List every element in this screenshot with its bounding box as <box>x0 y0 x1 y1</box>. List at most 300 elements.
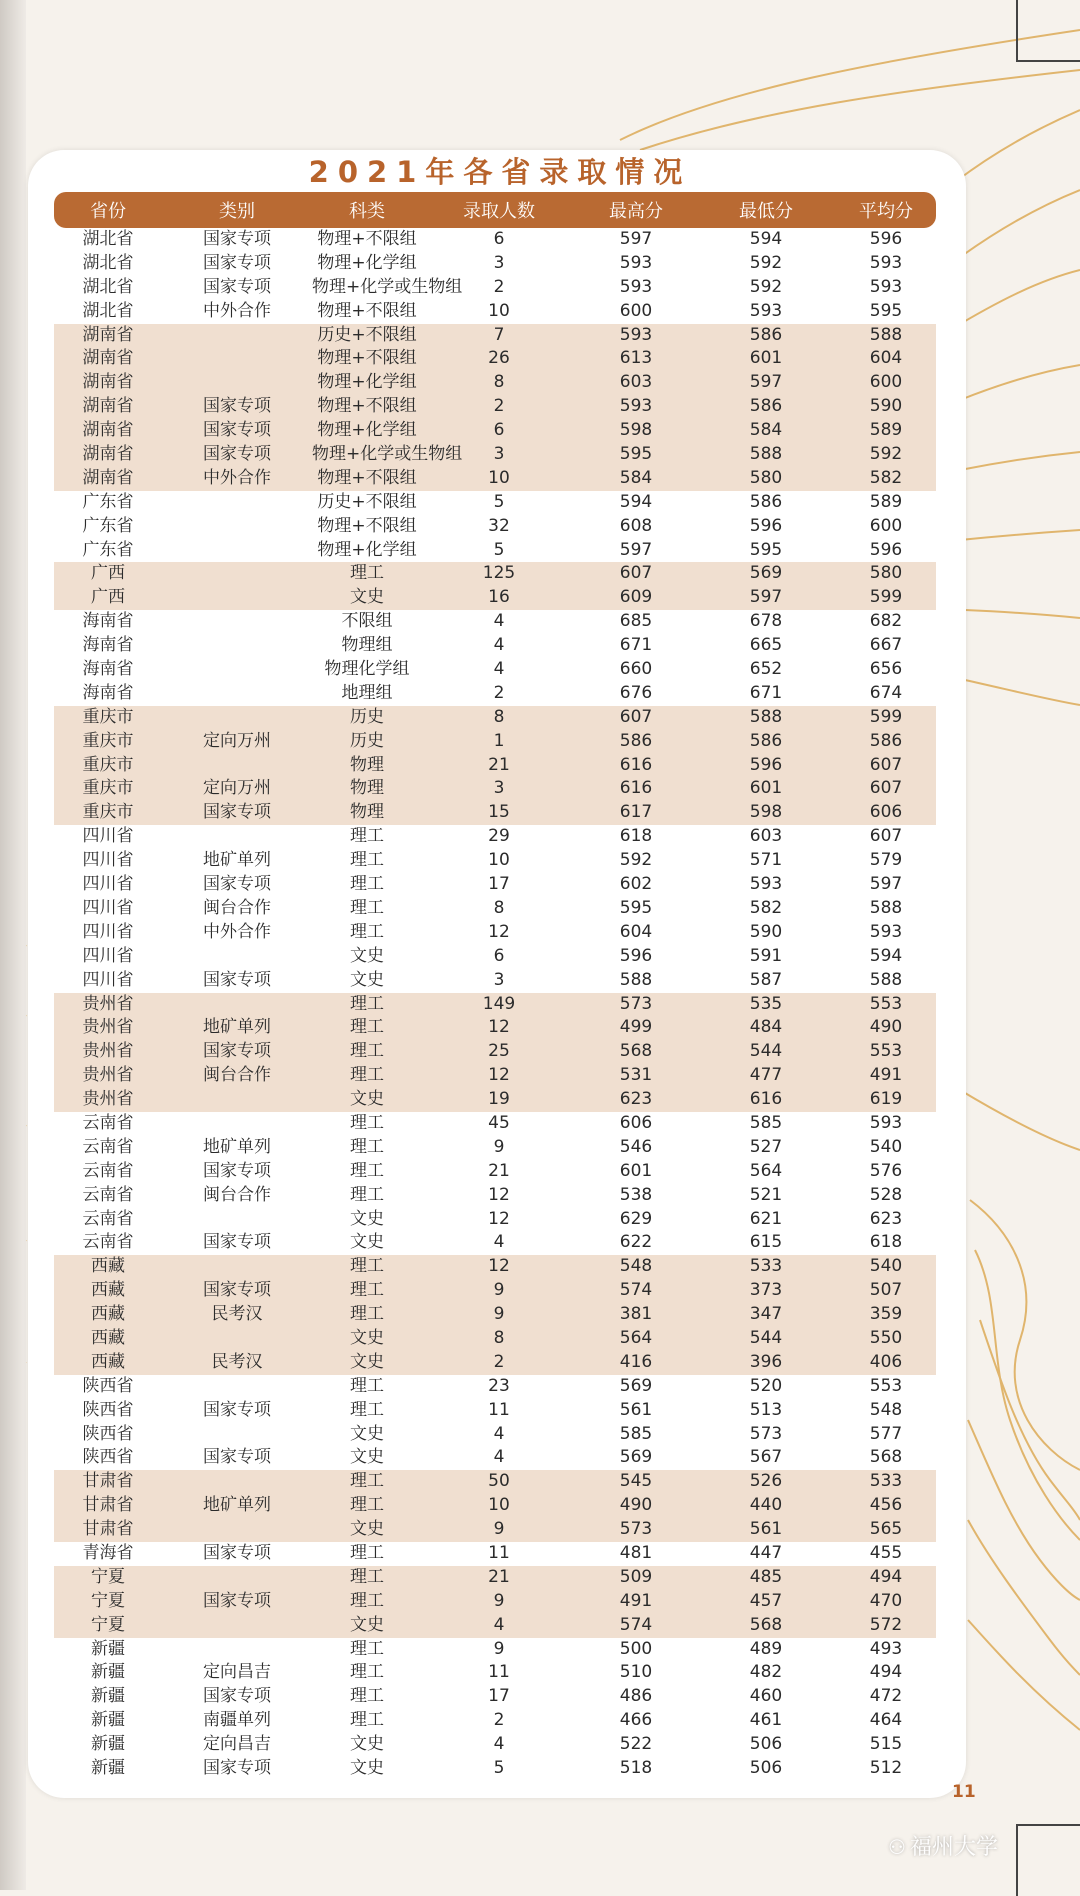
cell-category <box>162 993 312 1017</box>
cell-subject: 物理+化学组 <box>317 420 417 441</box>
cell-admitted-count: 45 <box>488 1112 510 1133</box>
cell-max-score: 522 <box>619 1734 653 1755</box>
cell-max-score: 603 <box>619 372 653 393</box>
cell-province: 海南省 <box>82 635 134 656</box>
cell-province: 宁夏 <box>91 1590 125 1611</box>
cell-avg-score: 540 <box>869 1136 903 1157</box>
cell-category <box>162 586 312 610</box>
cell-avg-score: 553 <box>869 1375 903 1396</box>
cell-avg-score: 472 <box>869 1686 903 1707</box>
cell-admitted-count: 12 <box>488 921 510 942</box>
table-row <box>54 730 936 754</box>
cell-subject: 理工 <box>350 850 384 871</box>
cell-category <box>162 610 312 634</box>
cell-max-score: 598 <box>619 420 653 441</box>
cell-province: 西藏 <box>91 1327 125 1348</box>
cell-subject: 物理+不限组 <box>317 348 417 369</box>
cell-subject: 物理 <box>350 802 384 823</box>
cell-subject: 理工 <box>350 1710 384 1731</box>
cell-max-score: 618 <box>619 826 653 847</box>
cell-avg-score: 623 <box>869 1208 903 1229</box>
cell-province: 湖北省 <box>82 276 134 297</box>
cell-max-score: 597 <box>619 539 653 560</box>
cell-category: 国家专项 <box>203 1399 271 1420</box>
cell-subject: 物理+化学或生物组 <box>312 444 463 465</box>
cell-avg-score: 470 <box>869 1590 903 1611</box>
cell-category <box>162 658 312 682</box>
cell-max-score: 416 <box>619 1351 653 1372</box>
cell-subject: 历史 <box>350 730 384 751</box>
cell-admitted-count: 149 <box>482 993 516 1014</box>
cell-min-score: 621 <box>749 1208 783 1229</box>
table-row <box>54 706 936 730</box>
cell-subject: 物理组 <box>341 635 393 656</box>
cell-admitted-count: 10 <box>488 1495 510 1516</box>
cell-min-score: 477 <box>749 1065 783 1086</box>
cell-max-score: 381 <box>619 1304 653 1325</box>
cell-subject: 理工 <box>350 1017 384 1038</box>
cell-category: 定向昌吉 <box>203 1662 271 1683</box>
cell-province: 广东省 <box>82 491 134 512</box>
cell-subject: 理工 <box>350 1566 384 1587</box>
cell-category <box>162 1375 312 1399</box>
cell-max-score: 584 <box>619 467 653 488</box>
cell-category: 闽台合作 <box>203 1184 271 1205</box>
cell-subject: 物理+不限组 <box>317 515 417 536</box>
cell-subject: 不限组 <box>341 611 393 632</box>
cell-category: 国家专项 <box>203 420 271 441</box>
cell-province: 湖南省 <box>82 420 134 441</box>
cell-province: 重庆市 <box>82 778 134 799</box>
cell-province: 贵州省 <box>82 1065 134 1086</box>
cell-avg-score: 607 <box>869 778 903 799</box>
cell-admitted-count: 7 <box>493 324 505 345</box>
cell-admitted-count: 4 <box>493 1423 505 1444</box>
cell-avg-score: 594 <box>869 945 903 966</box>
cell-province: 新疆 <box>91 1638 125 1659</box>
cell-max-score: 586 <box>619 730 653 751</box>
cell-max-score: 685 <box>619 611 653 632</box>
cell-category <box>162 347 312 371</box>
cell-admitted-count: 10 <box>488 850 510 871</box>
cell-admitted-count: 26 <box>488 348 510 369</box>
cell-subject: 理工 <box>350 1256 384 1277</box>
cell-max-score: 608 <box>619 515 653 536</box>
cell-max-score: 617 <box>619 802 653 823</box>
cell-province: 新疆 <box>91 1662 125 1683</box>
cell-avg-score: 606 <box>869 802 903 823</box>
cell-admitted-count: 12 <box>488 1065 510 1086</box>
cell-province: 新疆 <box>91 1734 125 1755</box>
cell-admitted-count: 8 <box>493 372 505 393</box>
cell-subject: 物理+不限组 <box>317 467 417 488</box>
cell-province: 湖南省 <box>82 444 134 465</box>
cell-max-score: 660 <box>619 659 653 680</box>
cell-max-score: 594 <box>619 491 653 512</box>
table-row <box>54 539 936 563</box>
cell-admitted-count: 6 <box>493 420 505 441</box>
cell-min-score: 597 <box>749 587 783 608</box>
cell-category: 中外合作 <box>203 300 271 321</box>
table-row <box>54 1231 936 1255</box>
table-row <box>54 1470 936 1494</box>
table-row <box>54 1757 936 1781</box>
cell-avg-score: 568 <box>869 1447 903 1468</box>
table-row <box>54 801 936 825</box>
cell-province: 湖南省 <box>82 324 134 345</box>
cell-min-score: 587 <box>749 969 783 990</box>
cell-category: 国家专项 <box>203 1542 271 1563</box>
table-row <box>54 610 936 634</box>
cell-province: 新疆 <box>91 1686 125 1707</box>
cell-min-score: 573 <box>749 1423 783 1444</box>
cell-min-score: 569 <box>749 563 783 584</box>
cell-avg-score: 406 <box>869 1351 903 1372</box>
cell-min-score: 568 <box>749 1614 783 1635</box>
cell-category <box>162 1088 312 1112</box>
cell-max-score: 613 <box>619 348 653 369</box>
cell-min-score: 447 <box>749 1542 783 1563</box>
cell-category: 国家专项 <box>203 1686 271 1707</box>
cell-min-score: 485 <box>749 1566 783 1587</box>
cell-subject: 文史 <box>350 1232 384 1253</box>
cell-max-score: 490 <box>619 1495 653 1516</box>
cell-category <box>162 1327 312 1351</box>
cell-province: 重庆市 <box>82 754 134 775</box>
table-row <box>54 1327 936 1351</box>
cell-avg-score: 600 <box>869 515 903 536</box>
cell-min-score: 461 <box>749 1710 783 1731</box>
table-row <box>54 228 936 252</box>
cell-max-score: 481 <box>619 1542 653 1563</box>
table-row <box>54 1566 936 1590</box>
cell-max-score: 500 <box>619 1638 653 1659</box>
cell-avg-score: 455 <box>869 1542 903 1563</box>
cell-admitted-count: 2 <box>493 396 505 417</box>
cell-min-score: 616 <box>749 1089 783 1110</box>
cell-province: 四川省 <box>82 897 134 918</box>
cell-admitted-count: 5 <box>493 539 505 560</box>
cell-min-score: 601 <box>749 348 783 369</box>
table-row <box>54 1638 936 1662</box>
cell-province: 四川省 <box>82 874 134 895</box>
cell-max-score: 568 <box>619 1041 653 1062</box>
cell-subject: 理工 <box>350 1304 384 1325</box>
cell-subject: 文史 <box>350 1519 384 1540</box>
cell-min-score: 593 <box>749 874 783 895</box>
cell-province: 四川省 <box>82 850 134 871</box>
cell-min-score: 590 <box>749 921 783 942</box>
cell-category: 国家专项 <box>203 229 271 249</box>
cell-admitted-count: 8 <box>493 1327 505 1348</box>
cell-min-score: 544 <box>749 1041 783 1062</box>
table-row <box>54 1160 936 1184</box>
cell-max-score: 616 <box>619 778 653 799</box>
cell-min-score: 601 <box>749 778 783 799</box>
cell-admitted-count: 9 <box>493 1136 505 1157</box>
cell-avg-score: 588 <box>869 897 903 918</box>
table-row <box>54 252 936 276</box>
table-row <box>54 897 936 921</box>
cell-admitted-count: 12 <box>488 1184 510 1205</box>
cell-avg-score: 586 <box>869 730 903 751</box>
cell-min-score: 535 <box>749 993 783 1014</box>
cell-admitted-count: 4 <box>493 1614 505 1635</box>
cell-avg-score: 682 <box>869 611 903 632</box>
cell-admitted-count: 10 <box>488 467 510 488</box>
cell-category: 地矿单列 <box>203 1495 271 1516</box>
cell-category: 定向万州 <box>203 730 271 751</box>
cell-subject: 文史 <box>350 1327 384 1348</box>
cell-min-score: 596 <box>749 754 783 775</box>
cell-max-score: 595 <box>619 897 653 918</box>
cell-admitted-count: 4 <box>493 1232 505 1253</box>
header-admitted-count: 录取人数 <box>463 201 535 222</box>
cell-category <box>162 754 312 778</box>
cell-avg-score: 490 <box>869 1017 903 1038</box>
cell-max-score: 593 <box>619 252 653 273</box>
cell-avg-score: 599 <box>869 587 903 608</box>
cell-avg-score: 596 <box>869 539 903 560</box>
cell-avg-score: 548 <box>869 1399 903 1420</box>
cell-min-score: 526 <box>749 1471 783 1492</box>
table-row <box>54 1303 936 1327</box>
cell-subject: 理工 <box>350 921 384 942</box>
cell-admitted-count: 4 <box>493 1734 505 1755</box>
header-province: 省份 <box>90 201 126 222</box>
cell-province: 青海省 <box>82 1542 134 1563</box>
cell-subject: 文史 <box>350 1758 384 1778</box>
cell-avg-score: 596 <box>869 229 903 249</box>
cell-max-score: 518 <box>619 1758 653 1778</box>
cell-min-score: 671 <box>749 682 783 703</box>
cell-province: 海南省 <box>82 682 134 703</box>
cell-admitted-count: 9 <box>493 1304 505 1325</box>
table-row <box>54 276 936 300</box>
cell-admitted-count: 10 <box>488 300 510 321</box>
table-row <box>54 419 936 443</box>
cell-max-score: 538 <box>619 1184 653 1205</box>
cell-subject: 历史+不限组 <box>317 324 417 345</box>
table-row <box>54 324 936 348</box>
table-row <box>54 1255 936 1279</box>
cell-min-score: 582 <box>749 897 783 918</box>
table-row <box>54 1446 936 1470</box>
cell-subject: 文史 <box>350 1208 384 1229</box>
cell-subject: 文史 <box>350 1614 384 1635</box>
cell-subject: 理工 <box>350 1542 384 1563</box>
table-row <box>54 1136 936 1160</box>
cell-subject: 文史 <box>350 1423 384 1444</box>
cell-category <box>162 515 312 539</box>
cell-avg-score: 589 <box>869 420 903 441</box>
table-row <box>54 1685 936 1709</box>
cell-min-score: 598 <box>749 802 783 823</box>
cell-admitted-count: 125 <box>482 563 516 584</box>
cell-min-score: 588 <box>749 444 783 465</box>
cell-max-score: 510 <box>619 1662 653 1683</box>
table-row <box>54 1614 936 1638</box>
cell-admitted-count: 9 <box>493 1590 505 1611</box>
cell-province: 湖北省 <box>82 300 134 321</box>
table-body <box>54 228 936 1781</box>
cell-admitted-count: 2 <box>493 276 505 297</box>
cell-max-score: 607 <box>619 706 653 727</box>
cell-max-score: 585 <box>619 1423 653 1444</box>
cell-max-score: 564 <box>619 1327 653 1348</box>
table-row <box>54 1733 936 1757</box>
cell-province: 云南省 <box>82 1208 134 1229</box>
table-row <box>54 515 936 539</box>
table-header-row <box>54 192 936 228</box>
cell-min-score: 513 <box>749 1399 783 1420</box>
table-row <box>54 1494 936 1518</box>
cell-admitted-count: 2 <box>493 682 505 703</box>
cell-category: 中外合作 <box>203 921 271 942</box>
cell-province: 四川省 <box>82 826 134 847</box>
cell-avg-score: 512 <box>869 1758 903 1778</box>
cell-subject: 理工 <box>350 1160 384 1181</box>
cell-max-score: 561 <box>619 1399 653 1420</box>
cell-avg-score: 590 <box>869 396 903 417</box>
cell-max-score: 676 <box>619 682 653 703</box>
cell-avg-score: 656 <box>869 659 903 680</box>
cell-province: 广东省 <box>82 515 134 536</box>
cell-subject: 物理+化学组 <box>317 252 417 273</box>
cell-admitted-count: 9 <box>493 1519 505 1540</box>
cell-admitted-count: 4 <box>493 1447 505 1468</box>
cell-subject: 物理+化学组 <box>317 372 417 393</box>
cell-subject: 理工 <box>350 826 384 847</box>
cell-admitted-count: 19 <box>488 1089 510 1110</box>
cell-province: 重庆市 <box>82 706 134 727</box>
admission-table <box>54 192 936 1781</box>
table-row <box>54 1208 936 1232</box>
cell-subject: 文史 <box>350 1351 384 1372</box>
cell-province: 云南省 <box>82 1184 134 1205</box>
cell-avg-score: 589 <box>869 491 903 512</box>
cell-admitted-count: 8 <box>493 706 505 727</box>
cell-admitted-count: 8 <box>493 897 505 918</box>
cell-province: 广西 <box>91 587 125 608</box>
cell-admitted-count: 12 <box>488 1017 510 1038</box>
cell-category: 南疆单列 <box>203 1710 271 1731</box>
cell-avg-score: 582 <box>869 467 903 488</box>
cell-subject: 理工 <box>350 1495 384 1516</box>
cell-min-score: 460 <box>749 1686 783 1707</box>
cell-min-score: 603 <box>749 826 783 847</box>
cell-category: 地矿单列 <box>203 850 271 871</box>
cell-category: 定向万州 <box>203 778 271 799</box>
page-number: 11 <box>952 1782 976 1802</box>
cell-min-score: 594 <box>749 229 783 249</box>
cell-admitted-count: 11 <box>488 1542 510 1563</box>
cell-subject: 理工 <box>350 1638 384 1659</box>
cell-min-score: 586 <box>749 324 783 345</box>
cell-province: 甘肃省 <box>82 1471 134 1492</box>
cell-min-score: 665 <box>749 635 783 656</box>
cell-max-score: 596 <box>619 945 653 966</box>
cell-min-score: 457 <box>749 1590 783 1611</box>
cell-max-score: 629 <box>619 1208 653 1229</box>
cell-province: 新疆 <box>91 1758 125 1778</box>
cell-category: 国家专项 <box>203 444 271 465</box>
cell-min-score: 506 <box>749 1734 783 1755</box>
cell-province: 西藏 <box>91 1256 125 1277</box>
cell-province: 湖南省 <box>82 372 134 393</box>
cell-subject: 理工 <box>350 897 384 918</box>
cell-province: 西藏 <box>91 1280 125 1301</box>
cell-max-score: 671 <box>619 635 653 656</box>
cell-max-score: 606 <box>619 1112 653 1133</box>
cell-subject: 理工 <box>350 1590 384 1611</box>
cell-avg-score: 494 <box>869 1662 903 1683</box>
table-row <box>54 443 936 467</box>
table-row <box>54 777 936 801</box>
cell-province: 贵州省 <box>82 1041 134 1062</box>
cell-min-score: 561 <box>749 1519 783 1540</box>
cell-category: 民考汉 <box>211 1351 263 1372</box>
cell-category <box>162 1255 312 1279</box>
table-row <box>54 586 936 610</box>
cell-min-score: 596 <box>749 515 783 536</box>
cell-category: 国家专项 <box>203 1041 271 1062</box>
cell-min-score: 571 <box>749 850 783 871</box>
cell-province: 甘肃省 <box>82 1495 134 1516</box>
table-row <box>54 1590 936 1614</box>
cell-province: 海南省 <box>82 611 134 632</box>
watermark <box>888 1830 998 1861</box>
cell-min-score: 595 <box>749 539 783 560</box>
cell-min-score: 586 <box>749 396 783 417</box>
cell-category <box>162 1614 312 1638</box>
cell-category <box>162 945 312 969</box>
cell-subject: 物理+不限组 <box>317 396 417 417</box>
cell-subject: 理工 <box>350 1112 384 1133</box>
cell-subject: 物理+不限组 <box>317 229 417 249</box>
cell-admitted-count: 17 <box>488 1686 510 1707</box>
cell-avg-score: 600 <box>869 372 903 393</box>
cell-avg-score: 540 <box>869 1256 903 1277</box>
cell-subject: 理工 <box>350 874 384 895</box>
cell-subject: 物理 <box>350 778 384 799</box>
cell-min-score: 567 <box>749 1447 783 1468</box>
cell-admitted-count: 23 <box>488 1375 510 1396</box>
cell-max-score: 602 <box>619 874 653 895</box>
cell-max-score: 593 <box>619 396 653 417</box>
cell-min-score: 584 <box>749 420 783 441</box>
table-row <box>54 1279 936 1303</box>
cell-avg-score: 593 <box>869 276 903 297</box>
cell-province: 贵州省 <box>82 1017 134 1038</box>
cell-max-score: 569 <box>619 1447 653 1468</box>
cell-category: 国家专项 <box>203 396 271 417</box>
cell-max-score: 593 <box>619 276 653 297</box>
cell-admitted-count: 6 <box>493 229 505 249</box>
table-row <box>54 491 936 515</box>
cell-category <box>162 371 312 395</box>
cell-category: 国家专项 <box>203 1590 271 1611</box>
cell-province: 湖南省 <box>82 348 134 369</box>
cell-admitted-count: 21 <box>488 1160 510 1181</box>
cell-avg-score: 580 <box>869 563 903 584</box>
cell-province: 海南省 <box>82 659 134 680</box>
cell-max-score: 601 <box>619 1160 653 1181</box>
cell-avg-score: 565 <box>869 1519 903 1540</box>
cell-category <box>162 682 312 706</box>
table-row <box>54 1040 936 1064</box>
cell-admitted-count: 11 <box>488 1399 510 1420</box>
